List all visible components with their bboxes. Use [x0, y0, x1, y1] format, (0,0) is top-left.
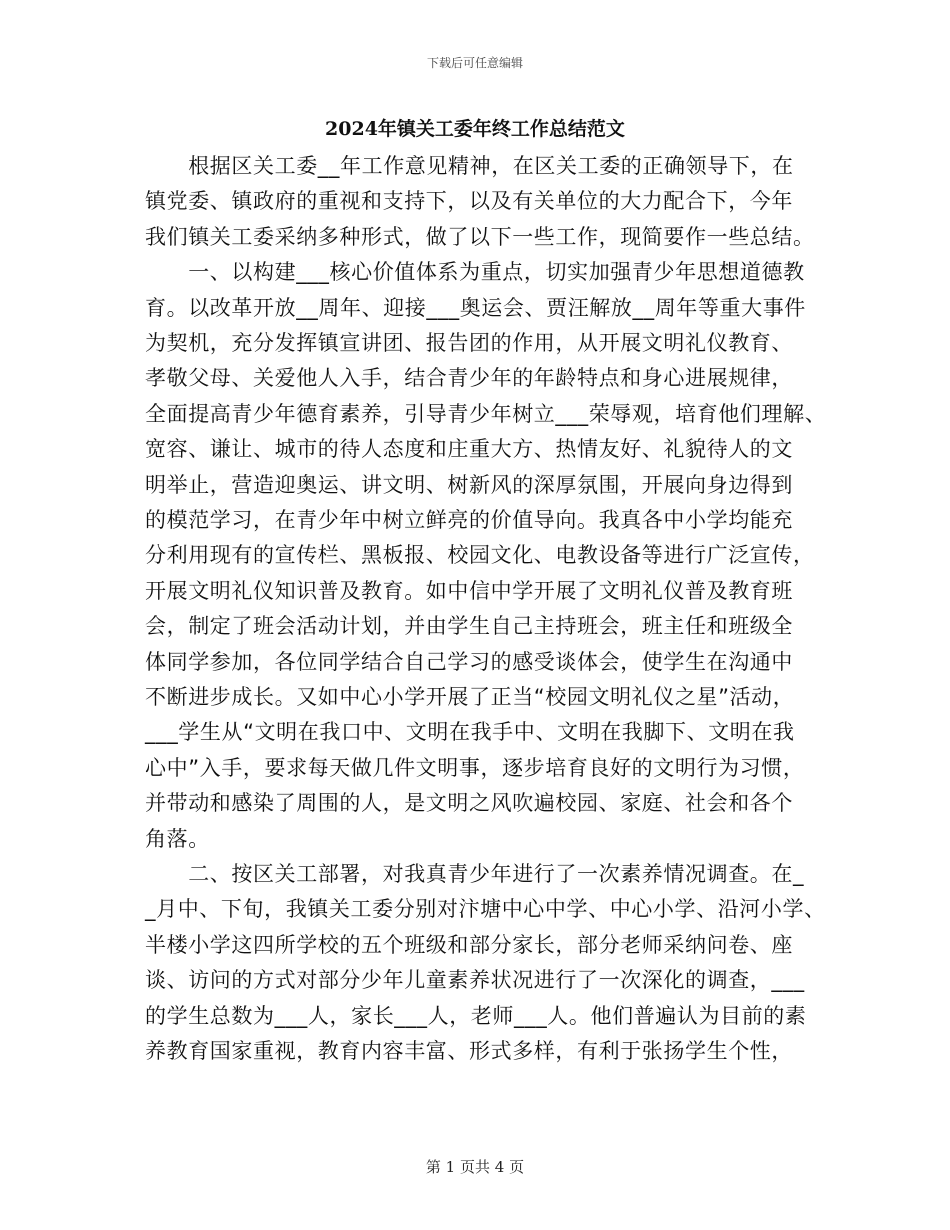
- body-text-line: 的模范学习，在青少年中树立鲜亮的价值导向。我真各中小学均能充: [145, 508, 793, 532]
- body-text-line: 不断进步成长。又如中心小学开展了正当“校园文明礼仪之星”活动，: [145, 685, 795, 709]
- body-text-line: 二、按区关工部署，对我真青少年进行了一次素养情况调查。在_: [145, 862, 805, 886]
- body-text-line: _月中、下旬，我镇关工委分别对汴塘中心中学、中心小学、沿河小学、: [145, 897, 826, 922]
- body-text-line: 谈、访问的方式对部分少年儿童素养状况进行了一次深化的调查，___: [145, 968, 805, 993]
- body-text-line: 角落。: [145, 826, 210, 851]
- document-title: 2024年镇关工委年终工作总结范文: [325, 118, 625, 140]
- page-header: 下载后可任意编辑: [426, 56, 523, 70]
- body-text-line: 会，制定了班会活动计划，并由学生自己主持班会，班主任和班级全: [145, 614, 793, 639]
- body-text-line: 全面提高青少年德育素养，引导青少年树立___荣辱观，培育他们理解、: [145, 401, 827, 426]
- body-text-line: 的学生总数为___人，家长___人，老师___人。他们普遍认为目前的素: [145, 1003, 807, 1028]
- body-text-line: 开展文明礼仪知识普及教育。如中信中学开展了文明礼仪普及教育班: [145, 578, 793, 603]
- body-text-line: 心中”入手，要求每天做几件文明事，逐步培育良好的文明行为习惯，: [145, 755, 805, 780]
- body-text-line: 我们镇关工委采纳多种形式，做了以下一些工作，现简要作一些总结。: [145, 224, 815, 249]
- body-text-line: 明举止，营造迎奥运、讲文明、树新风的深厚氛围，开展向身边得到: [145, 472, 793, 497]
- body-text-line: 宽容、谦让、城市的待人态度和庄重大方、热情友好、礼貌待人的文: [145, 437, 793, 462]
- body-text-line: 体同学参加，各位同学结合自己学习的感受谈体会，使学生在沟通中: [145, 649, 793, 674]
- body-text-line: 半楼小学这四所学校的五个班级和部分家长，部分老师采纳问卷、座: [145, 932, 793, 957]
- body-text-line: 根据区关工委__年工作意见精神，在区关工委的正确领导下，在: [145, 154, 794, 178]
- body-text-line: 镇党委、镇政府的重视和支持下，以及有关单位的大力配合下，今年: [145, 189, 793, 214]
- body-text-line: 并带动和感染了周围的人，是文明之风吹遍校园、家庭、社会和各个: [145, 791, 793, 816]
- body-text-line: 一、以构建___核心价值体系为重点，切实加强青少年思想道德教: [145, 260, 805, 285]
- body-text-line: 养教育国家重视，教育内容丰富、形式多样，有利于张扬学生个性，: [145, 1039, 793, 1063]
- page-footer: 第 1 页共 4 页: [425, 1158, 525, 1176]
- body-text-line: ___学生从“文明在我口中、文明在我手中、文明在我脚下、文明在我: [145, 720, 795, 745]
- body-text-line: 育。以改革开放__周年、迎接___奥运会、贾汪解放__周年等重大事件: [145, 295, 806, 320]
- body-text-line: 为契机，充分发挥镇宣讲团、报告团的作用，从开展文明礼仪教育、: [145, 331, 793, 355]
- body-text-line: 分利用现有的宣传栏、黑板报、校园文化、电教设备等进行广泛宣传，: [145, 543, 815, 568]
- body-text-line: 孝敬父母、关爱他人入手，结合青少年的年龄特点和身心进展规律，: [145, 366, 793, 391]
